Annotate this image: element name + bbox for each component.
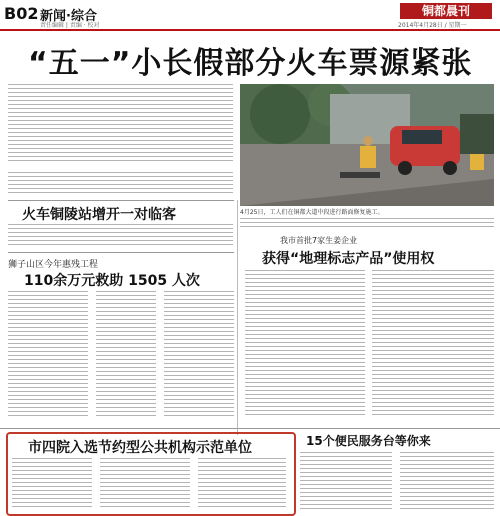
page-code: B02 bbox=[4, 4, 39, 23]
date-line: 2014年4月28日 / 星期一 bbox=[398, 22, 467, 29]
brand-logo bbox=[400, 3, 492, 19]
article-kicker-lion: 狮子山区今年惠残工程 bbox=[8, 260, 99, 270]
main-headline: “五一”小长假部分火车票源紧张 bbox=[28, 46, 473, 81]
article-kicker-geo: 我市首批7家生姜企业 bbox=[280, 236, 358, 245]
divider bbox=[8, 252, 234, 253]
text-block bbox=[8, 84, 233, 164]
text-block bbox=[8, 224, 233, 246]
text-block bbox=[240, 218, 494, 228]
page-header bbox=[0, 0, 500, 30]
header-meta: 责任编辑 | 责编 · 校对 bbox=[40, 22, 100, 29]
text-block bbox=[400, 452, 494, 510]
article-title-lion: 110余万元救助 1505 人次 bbox=[24, 273, 200, 289]
text-block bbox=[300, 452, 392, 510]
article-title-geo: 获得“地理标志产品”使用权 bbox=[262, 251, 435, 267]
text-block bbox=[12, 458, 92, 508]
text-block bbox=[8, 291, 88, 417]
photo-caption: 4月25日，工人们在铜都大道中段进行路面修复施工。 bbox=[240, 209, 384, 216]
section-name: 新闻·综合 bbox=[40, 9, 97, 24]
text-block bbox=[100, 458, 190, 508]
column-divider bbox=[237, 200, 238, 435]
article-title-service: 15个便民服务台等你来 bbox=[306, 434, 431, 448]
text-block bbox=[372, 270, 494, 418]
article-title-energy: 市四院入选节约型公共机构示范单位 bbox=[28, 440, 252, 456]
text-block bbox=[96, 291, 156, 417]
text-block bbox=[8, 172, 233, 194]
divider bbox=[8, 200, 234, 201]
street-scene-image bbox=[240, 84, 494, 206]
news-photo bbox=[240, 84, 494, 206]
article-title-train: 火车铜陵站增开一对临客 bbox=[22, 207, 176, 223]
text-block bbox=[198, 458, 286, 508]
text-block bbox=[164, 291, 234, 417]
brand-name: 铜都晨刊 bbox=[421, 4, 470, 18]
text-block bbox=[245, 270, 365, 418]
divider bbox=[0, 428, 500, 429]
header-divider bbox=[0, 29, 500, 31]
